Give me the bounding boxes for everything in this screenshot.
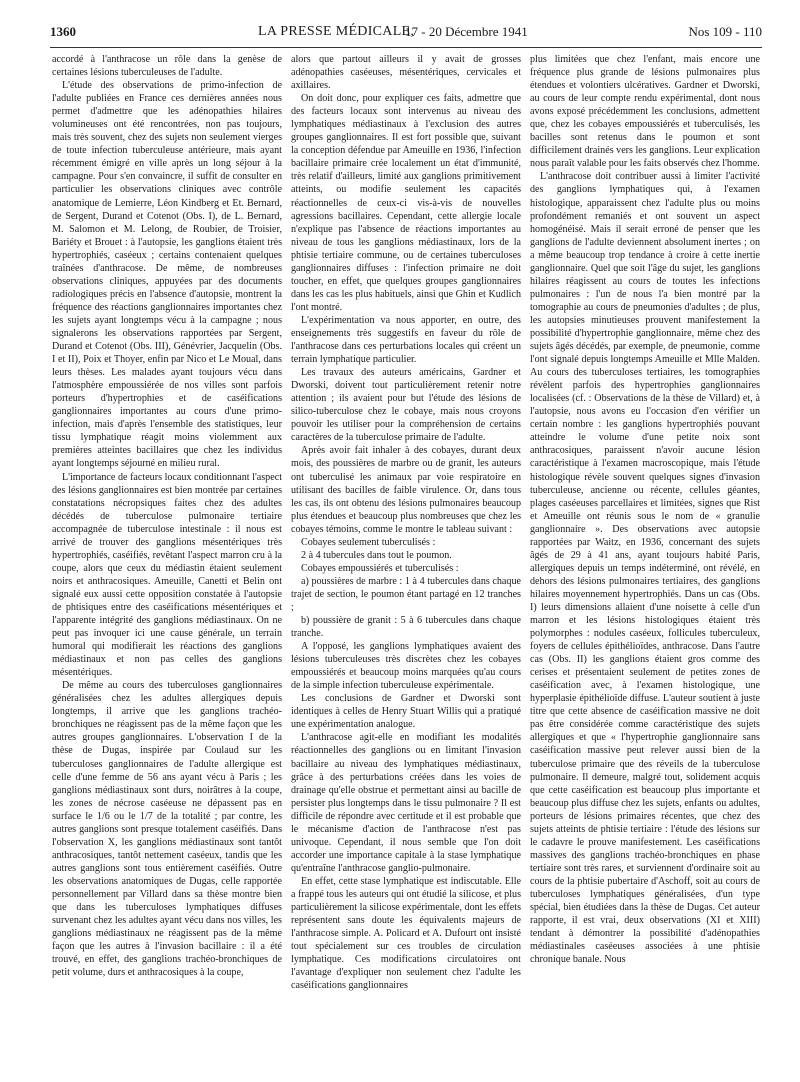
table-line: a) poussières de marbre : 1 à 4 tubercules dans chaque trajet de section, le poumon étant partagé en 12 tranches ;	[291, 575, 521, 613]
paragraph: De même au cours des tuberculoses ganglionnaires généralisées chez les adultes allergiques depuis longtemps, il arrive que les ganglions trachéo-bronchiques ne réagissent pas de la même façon que les autres groupes ganglionnaires. L'observation I de la thèse de Dugas, inspirée par Coulaud sur les tuberculoses ganglionnaires de l'adulte allergique est celle d'une femme de 56 ans ayant vécu à Paris ; les ganglions médiastinaux sont durs, noirâtres à la coupe, les zones de nécrose caséeuse ne dépassent pas en surface le 1/6 ou le 1/7 de la totalité ; par contre, les autres ganglions sont presque totalement caséifiés. Dans l'observation X, les ganglions médiastinaux sont tantôt anthracosiques, tantôt nettement caséeux, tandis que les autres ganglions sont tous entièrement caséifiés. Outre les observations anatomiques de Dugas, celle rapportée personnellement par Villard dans sa thèse montre bien que dans les tuberculoses lymphatiques diffuses survenant chez les adultes ayant vécu dans nos villes, les ganglions médiastinaux ne réagissent pas de la même façon que les autres à l'invasion bacillaire : il a été trouvé, en effet, des ganglions trachéo-bronchiques de petit volume, durs et anthracosiques à la coupe,	[52, 680, 282, 979]
paragraph: L'anthracose doit contribuer aussi à limiter l'activité des ganglions lymphatiques qui, à l'examen histologique, apparaissent chez l'adulte plus ou moins profondément remaniés et ont souvent un aspect homogénéisé. Mais il serait erroné de penser que les ganglions de l'adulte deviennent absolument inertes ; on a même beaucoup trop tendance à croire à cette inertie ganglionnaire. Quel que soit l'âge du sujet, les ganglions hilaires réagissent au cours de toutes les infections pulmonaires : l'un de nous l'a bien montré par la tomographie au cours de pneumonies d'adultes ; de plus, les autopsies minutieuses prouvent manifestement la possibilité d'hypertrophie ganglionnaire, même chez des sujets âgés décédés, par exemple, de pneumonie, comme l'ont signalé depuis longtemps Ameuille et Mlle Malden. Au cours des tuberculoses tertiaires, les tomographies révèlent parfois des hypertrophies ganglionnaires localisées (cf. : Observations de la thèse de Villard) et, à l'autopsie, nous avons eu l'occasion d'en vérifier un certain nombre : les ganglions hypertrophiés pouvant atteindre le volume d'une petite noix sont anthracosiques, paraissent n'avoir aucune lésion caractéristique à l'examen macroscopique, mais l'étude histologique révèle souvent quelques signes d'invasion tuberculeuse, ancienne ou récente, cellules géantes, plages caséeuses parcellaires et limitées, signes que Rist et Ameuille ont réunis sous le nom de « granulie ganglionnaire ». Des observations avec autopsie rapportées par Waitz, en 1936, concernant des sujets âgés de 29 à 41 ans, ayant toujours habité Paris, allergiques depuis un temps indéterminé, ont révélé, en dehors des lésions pulmonaires tertiaires, des ganglions hilaires moyennement hypertrophiés. Dans un cas (Obs. I) leurs dimensions allaient d'une noisette à celle d'un marron et les lésions histologiques étaient très polymorphes : nodules caséeux, follicules tuberculeux, foyers de cellules épithélioïdes, anthracose. Dans l'autre cas (Obs. II) les ganglions étaient gros comme des cerises et présentaient seulement de petites zones de caséification avec, à l'examen histologique, une hyperplasie épithélioïde diffuse. L'auteur soutient à juste titre que cette absence de caséification massive ne doit pas être considérée comme caractéristique des sujets allergiques et que « l'hypertrophie ganglionnaire sans caséification massive peut relever aussi bien de la tuberculose primaire que des réveils de la tuberculose pulmonaire. Il demeure, malgré tout, solidement acquis que cette caséification est beaucoup plus importante et beaucoup plus diffuse chez les sujets, enfants ou adultes, porteurs de lésions primaires récentes, que chez des sujets atteints de phtisie tertiaire : l'étude des lésions sur le cadavre le prouve manifestement. Les caséifications massives des ganglions trachéo-bronchiques en phase tertiaire sont très rares, et surviennent d'ordinaire soit au cours de la phtisie pubertaire d'Aschoff, soit au cours de tuberculoses lymphatiques généralisées, d'un type spécial, bien étudiées dans la thèse de Dugas. Cet auteur rapporte, il est vrai, deux observations (XI et XIII) tendant à démontrer la possibilité d'adénopathies médiastinales caséeuses associées à une phtisie chronique banale. Nous	[530, 171, 760, 966]
issue-number: Nos 109 - 110	[688, 24, 762, 39]
paragraph: A l'opposé, les ganglions lymphatiques avaient des lésions tuberculeuses très discrètes chez les cobayes empoussiérés et beaucoup moins marquées qu'au cours de la simple infection tuberculeuse expérimentale.	[291, 641, 521, 692]
paragraph: En effet, cette stase lymphatique est indiscutable. Elle a frappé tous les auteurs qui ont étudié la silicose, et plus particulièrement la silicose expérimentale, dont les effets représentent sans doute les équivalents majeurs de l'anthracose simple. A. Policard et A. Dufourt ont insisté tout spécialement sur ces troubles de circulation lymphatique. Ces modifications circulatoires ont l'avantage d'expliquer non seulement chez l'adulte les caséifications ganglionnaires	[291, 875, 521, 992]
issue-date: 17 - 20 Décembre 1941	[405, 24, 528, 39]
paragraph: Les conclusions de Gardner et Dworski sont identiques à celles de Henry Stuart Willis qui a pratiqué une expérimentation analogue.	[291, 693, 521, 731]
page-header	[50, 24, 762, 44]
paragraph: accordé à l'anthracose un rôle dans la genèse de certaines lésions tuberculeuses de l'adulte.	[52, 54, 282, 79]
paragraph: L'importance de facteurs locaux conditionnant l'aspect des lésions ganglionnaires est bien montrée par certaines constatations nécropsiques faites chez des adultes décédés de tuberculose pulmonaire tertiaire accompagnée de tuberculose intestinale : il nous est arrivé de trouver des ganglions mésentériques très hypertrophiés, caséifiés, revêtant l'aspect marron cru à la coupe, alors que ceux du médiastin étaient seulement noirs et anthracosiques. Ameuille, Canetti et Belin ont signalé eux aussi cette opposition constatée à l'autopsie de phtisiques entre des caséifications mésentériques et l'apparente intégrité des ganglions médiastinaux. On ne peut pas invoquer ici une cause générale, un terrain humoral qui modifierait les réactions des ganglions médiastinaux et non pas celles des ganglions mésentériques.	[52, 471, 282, 679]
paragraph: On doit donc, pour expliquer ces faits, admettre que des facteurs locaux sont intervenus au niveau des lymphatiques médiastinaux à l'exclusion des autres groupes ganglionnaires. Il est fort possible que, suivant la conception défendue par Ameuille en 1936, l'infection bacillaire primaire crée localement un état d'immunité, très relatif d'ailleurs, limité aux ganglions primitivement atteints, ou modifie seulement les capacités réactionnelles de ceux-ci vis-à-vis de nouvelles agressions bacillaires. Cependant, cette allergie locale n'explique pas l'absence de réactions importantes au niveau de tous les ganglions médiastinaux, lors de la phtisie tertiaire commune, ou de certaines tuberculoses ganglionnaires diffuses : l'infection primaire ne doit toucher, en effet, que quelques groupes ganglionnaires dans les cas les plus habituels, ainsi que Ghin et Kudlich l'ont montré.	[291, 93, 521, 313]
table-line: Cobayes empoussiérés et tuberculisés :	[301, 562, 459, 574]
text-column-1	[52, 53, 282, 979]
text-column-2	[291, 53, 521, 992]
paragraph: plus limitées que chez l'enfant, mais encore une fréquence plus grande de lésions pulmonaires plus étendues et volontiers ulcératives. Gardner et Dworski, au cours de leur compte rendu expérimental, dont nous avons exposé précédemment les conclusions, admettent que, chez les cobayes empoussiérés et tuberculisés, les bacilles sont retenus dans le poumon et sont difficilement drainés vers les ganglions. Leur explication nous paraît valable pour les faits observés chez l'homme.	[530, 54, 760, 170]
header-rule	[50, 47, 762, 48]
table-line: b) poussière de granit : 5 à 6 tubercules dans chaque tranche.	[291, 615, 521, 640]
table-line: 2 à 4 tubercules dans tout le poumon.	[301, 549, 452, 561]
paragraph: alors que partout ailleurs il y avait de grosses adénopathies caséeuses, mésentériques, cervicales et axillaires.	[291, 54, 521, 92]
table-line: Cobayes seulement tuberculisés :	[301, 536, 436, 548]
paragraph: L'étude des observations de primo-infection de l'adulte publiées en France ces dernières années nous permet d'admettre que les adénopathies hilaires volumineuses ont été rencontrées, non pas toujours, mais très souvent, chez des sujets non seulement vierges de toute infection tuberculeuse antérieure, mais ayant récemment émigré en ville après un long séjour à la campagne. Pour s'en convaincre, il suffit de consulter en particulier les observations cliniques avec contrôle anatomique de Lemierre, Léon Kindberg et Et. Bernard, de Sergent, Durand et Cotenot (Obs. I), de L. Bernard, M. Salomon et M. Lelong, de Roubier, de Troisier, Bariéty et Brouet : à l'autopsie, les ganglions étaient très hypertrophiés, caséeux ; certains contenaient quelques traînées d'anthracose. De même, de nombreuses observations cliniques, appuyées par des documents radiologiques précis en l'absence d'autopsie, montrent la fréquence des réactions ganglionnaires importantes chez les sujets ayant longtemps vécu à la campagne ; nous signalerons les observations rapportées par Sergent, Durand et Cotenot (Obs. III), Génévrier, Jacquelin (Obs. I et II), Poix et Thoyer, enfin par Nico et Le Moual, dans leurs thèses. Les malades ayant toujours vécu dans l'atmosphère empoussiérée de nos villes sont parfois porteurs d'hypertrophies et de caséifications ganglionnaires importantes au cours d'une primo-infection, mais d'après l'ensemble des statistiques, leur tissu lymphatique réagit moins violemment aux premières atteintes bacillaires que chez les individus ayant longtemps séjourné en milieu rural.	[52, 80, 282, 470]
paragraph: L'anthracose agit-elle en modifiant les modalités réactionnelles des ganglions ou en limitant l'invasion bacillaire au niveau des lymphatiques médiastinaux, grâce à des perturbations créées dans les voies de drainage qu'elle obstrue et permettant ainsi au bacille de persister plus longtemps dans le tissu pulmonaire ? Il est difficile de répondre avec certitude et il est probable que le mécanisme d'action de l'anthracose n'est pas univoque. Cependant, il nous semble que l'on doit accorder une importance capitale à la stase lymphatique qu'entraîne l'anthracose ganglio-pulmonaire.	[291, 732, 521, 874]
paragraph: Après avoir fait inhaler à des cobayes, durant deux mois, des poussières de marbre ou de granit, les auteurs ont tuberculisé les animaux par voie respiratoire en utilisant des bacilles de faible virulence. Or, dans tous les cas, ils ont obtenu des lésions pulmonaires beaucoup plus étendues et beaucoup plus nombreuses que chez les cobayes témoins, comme le montre le tableau suivant :	[291, 445, 521, 535]
paragraph: L'expérimentation va nous apporter, en outre, des enseignements très suggestifs en faveur du rôle de l'anthracose dans ces perturbations locales qui créent un terrain lymphatique particulier.	[291, 314, 521, 366]
paragraph: Les travaux des auteurs américains, Gardner et Dworski, doivent tout particulièrement retenir notre attention ; ils avaient pour but l'étude des lésions de silico-tuberculose chez le cobaye, mais nous croyons pouvoir les utiliser pour la compréhension de certains caractères de la tuberculose primaire de l'adulte.	[291, 367, 521, 444]
text-column-3	[530, 53, 760, 966]
page-number: 1360	[50, 24, 76, 39]
journal-title: LA PRESSE MÉDICALE,	[258, 24, 415, 39]
